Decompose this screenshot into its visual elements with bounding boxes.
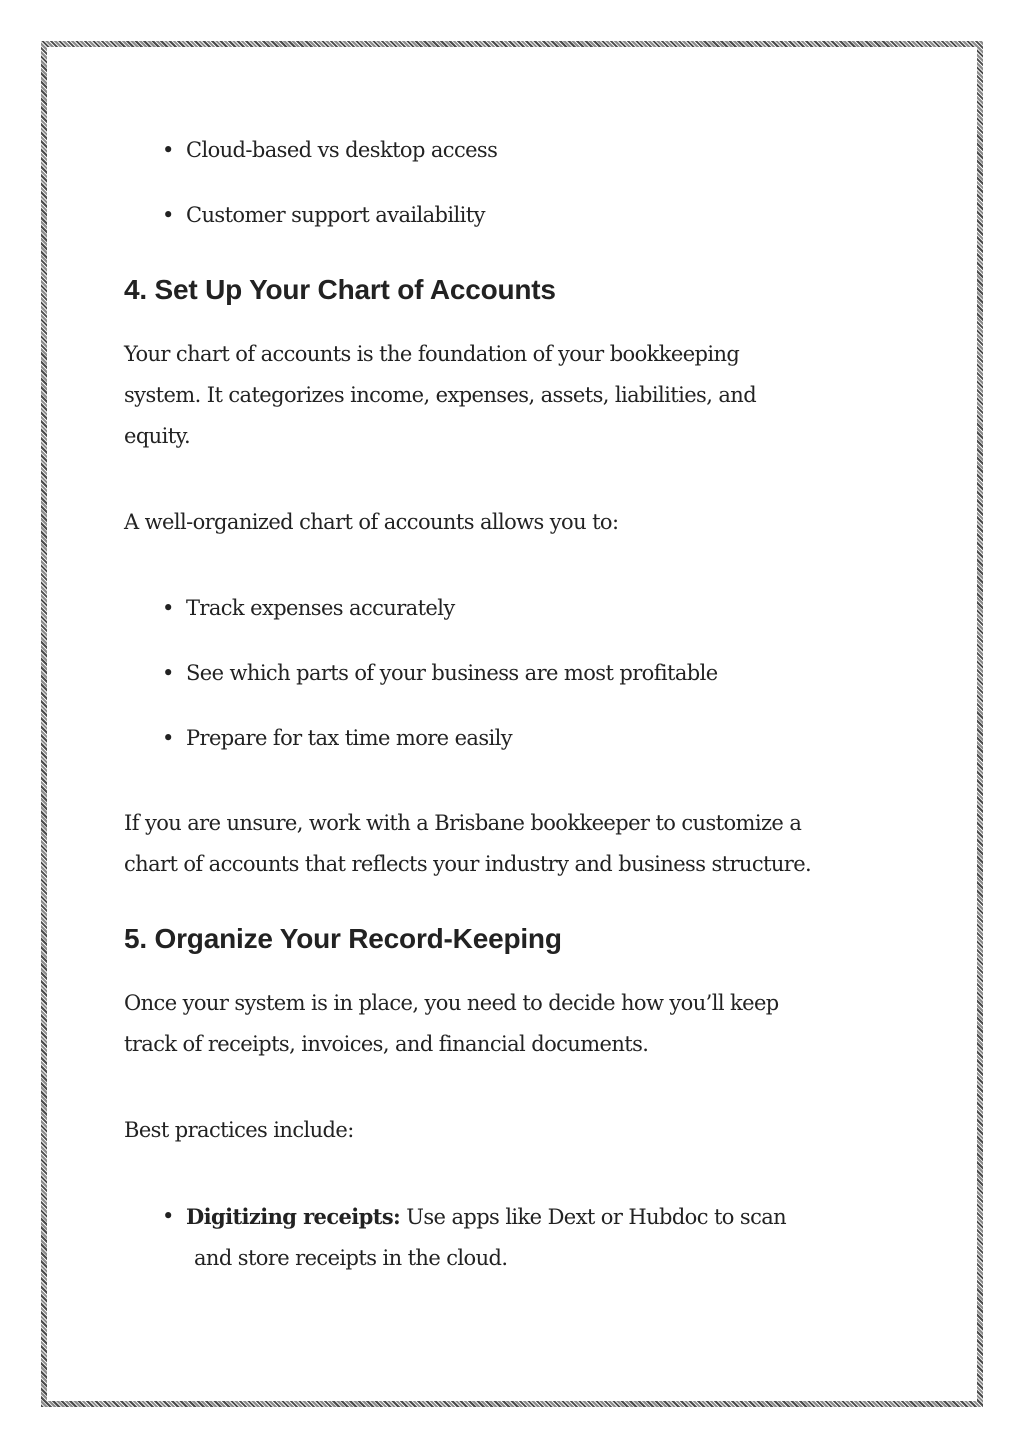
bullet-icon: • (162, 203, 174, 227)
bullet-icon: • (162, 1204, 174, 1228)
list-item: • Digitizing receipts: Use apps like Dext or Hubdoc to scan and store receipts in the cloud. (162, 1196, 786, 1279)
section-heading: 5. Organize Your Record-Keeping (124, 923, 562, 954)
bold-term: Digitizing receipts: (186, 1204, 401, 1229)
section-heading: 4. Set Up Your Chart of Accounts (124, 274, 556, 305)
paragraph: A well-organized chart of accounts allows you to: (124, 510, 619, 534)
list-item: • Cloud-based vs desktop access (162, 130, 497, 171)
paragraph: If you are unsure, work with a Brisbane bookkeeper to customize a chart of accounts that reflects your industry and business structure. (124, 811, 812, 876)
bullet-icon: • (162, 138, 174, 162)
bullet-icon: • (162, 596, 174, 620)
list-item: • Prepare for tax time more easily (162, 718, 512, 759)
paragraph: Once your system is in place, you need to decide how you’ll keep track of receipts, invoices, and financial documents. (124, 991, 779, 1056)
paragraph: Best practices include: (124, 1118, 354, 1142)
list-item: • Track expenses accurately (162, 588, 455, 629)
list-item: • Customer support availability (162, 195, 485, 236)
paragraph: Your chart of accounts is the foundation of your bookkeeping system. It categorizes income, expenses, assets, liabilities, and equity. (124, 342, 757, 448)
bullet-icon: • (162, 726, 174, 750)
list-item: • See which parts of your business are most profitable (162, 653, 718, 694)
bullet-icon: • (162, 661, 174, 685)
